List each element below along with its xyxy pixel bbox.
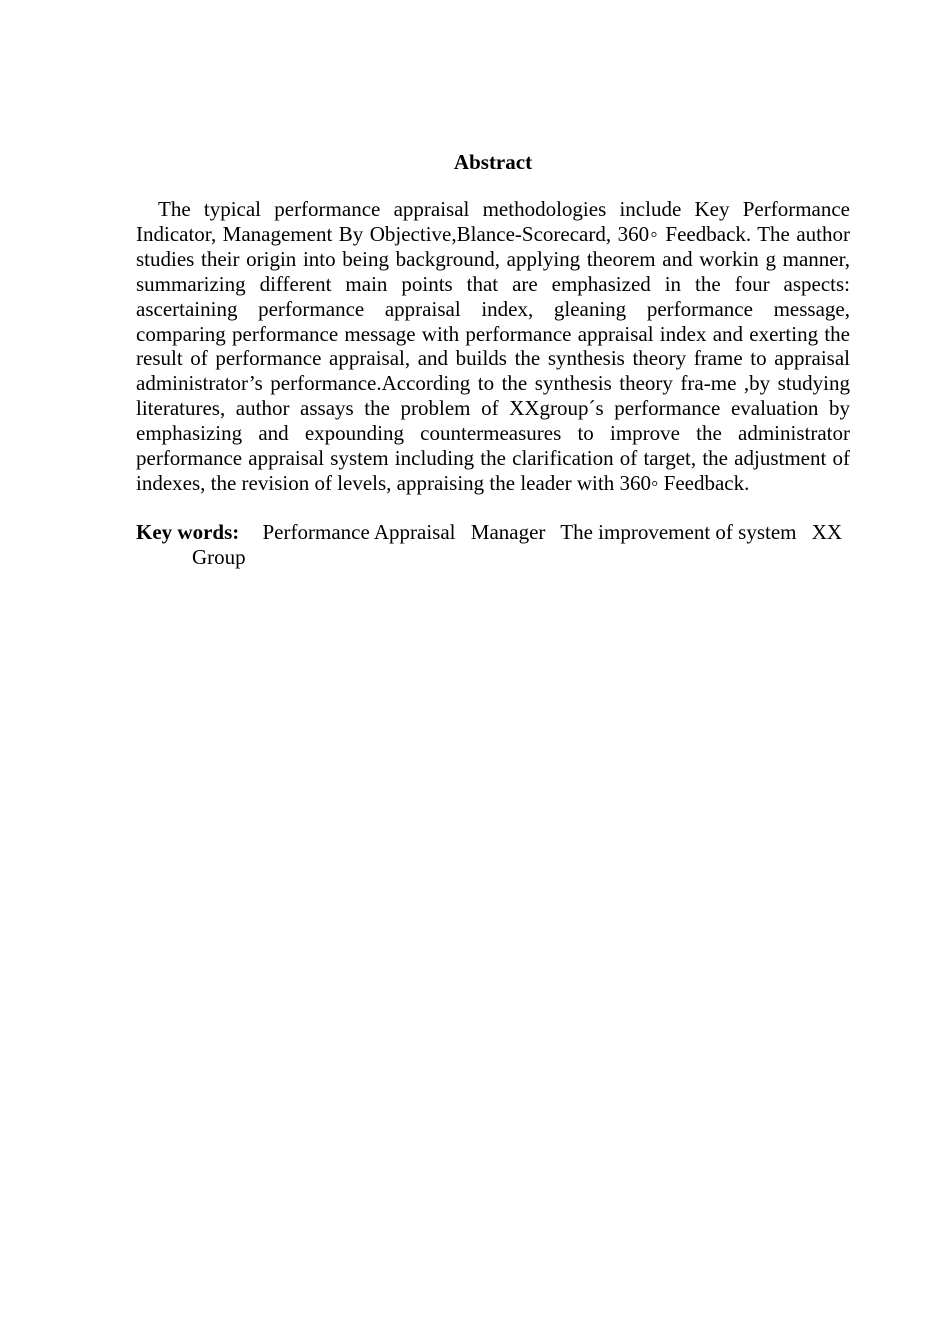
keyword-item: Performance Appraisal (262, 519, 456, 544)
keyword-item: Manager (470, 519, 546, 544)
document-page (136, 148, 850, 570)
keywords-line (136, 520, 850, 570)
keywords-label: Key words: (136, 519, 240, 544)
abstract-body: The typical performance appraisal methodologies include Key Performance Indicator, Management By Objective,Blance-Scorecard, 360◦ Feedback. The author studies their origin into being background, applying theorem and workin g manner, summarizing different main points that are emphasized in the four aspects: ascertaining performance appraisal index, gleaning performance message, comparing performance message with performance appraisal index and exerting the result of performance appraisal, and builds the synthesis theory frame to appraisal administrator’s performance.According to the synthesis theory fra-me ,by studying literatures, author assays the problem of XXgroup´s performance evaluation by emphasizing and expounding countermeasures to improve the administrator performance appraisal system including the clarification of target, the adjustment of indexes, the revision of levels, appraising the leader with 360◦ Feedback. (136, 197, 850, 495)
keyword-item: The improvement of system (560, 519, 797, 544)
keyword-item: XX Group (192, 519, 843, 569)
abstract-title: Abstract (453, 150, 533, 174)
